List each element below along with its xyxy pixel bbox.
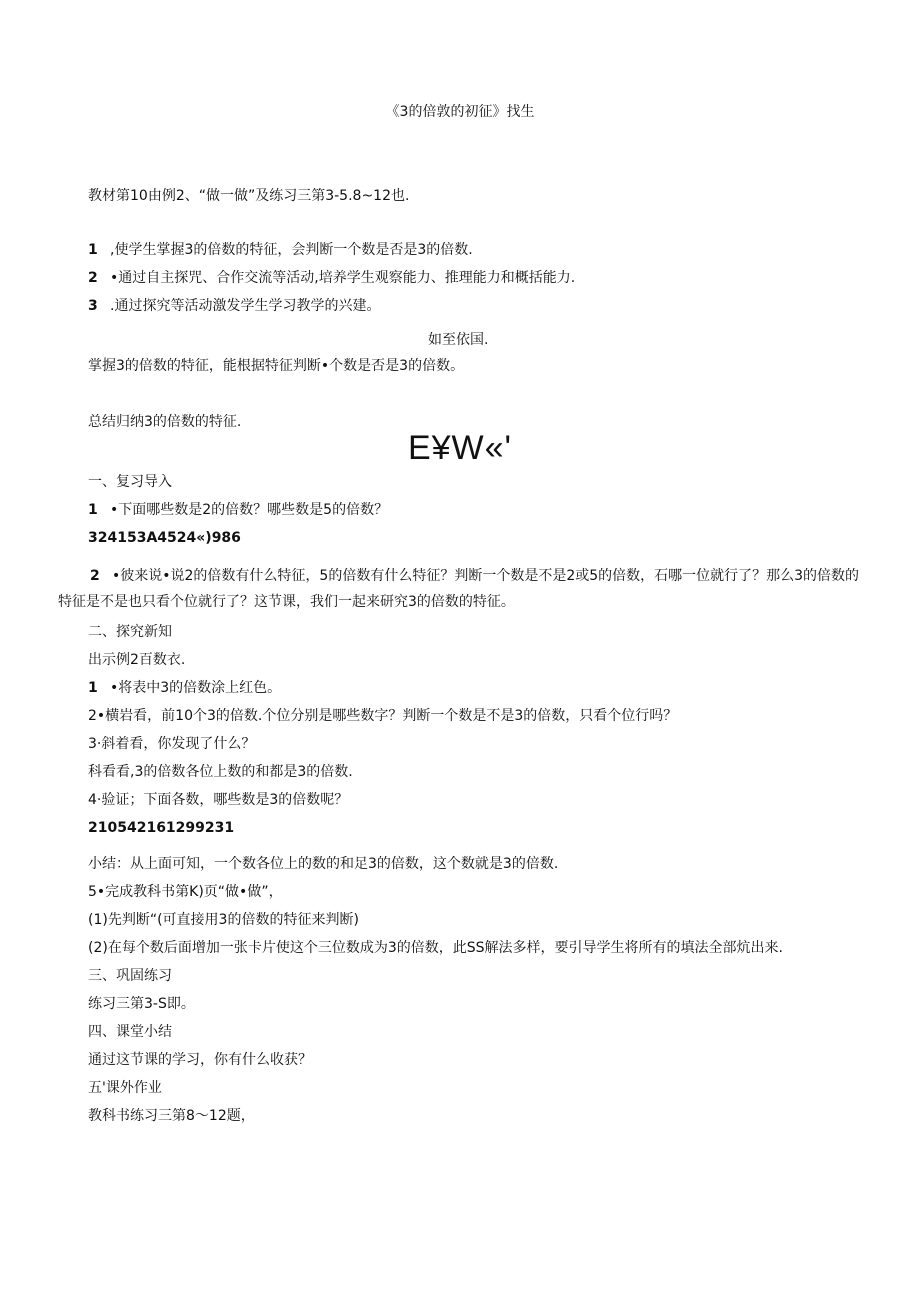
explore-intro: 出示例2百数衣. — [88, 652, 186, 668]
objective-3-number: 3 — [88, 298, 98, 314]
practice-text: 练习三第3-S即。 — [88, 996, 195, 1012]
review-numbers: 324153A4524«)986 — [88, 530, 241, 546]
key-points-heading: 如至依国. — [428, 332, 489, 348]
review-question-1-number: 1 — [88, 502, 98, 518]
objective-2 — [88, 268, 575, 288]
explore-step-1-number: 1 — [88, 680, 98, 696]
homework-text: 教科书练习三第8～12题， — [88, 1108, 255, 1124]
explore-step-3: 3·斜着看，你发现了什么？ — [88, 736, 256, 752]
explore-step-1-text: •将表中3的倍数涂上红色。 — [110, 680, 282, 696]
section-2-heading: 二、探究新知 — [88, 624, 172, 640]
explore-step-5: 5•完成教科书第K)页“做•做”， — [88, 884, 283, 900]
review-question-1 — [88, 500, 388, 520]
explore-step-4: 4·验证；下面各数，哪些数是3的倍数呢？ — [88, 792, 349, 808]
explore-step-3-answer: 科看看,3的倍数各位上数的和都是3的倍数. — [88, 764, 353, 780]
document-title: 《3的倍敦的初征》找生 — [385, 104, 535, 120]
explore-step-1 — [88, 678, 281, 698]
objective-1 — [88, 240, 473, 260]
objective-1-text: ,使学生掌握3的倍数的特征，会判断一个数是否是3的倍数. — [110, 242, 473, 258]
section-1-heading: 一、复习导入 — [88, 474, 172, 490]
objective-2-text: •通过自主探咒、合作交流等活动,培养学生观察能力、推理能力和概括能力. — [110, 270, 576, 286]
review-question-1-text: •下面哪些数是2的倍数？哪些数是5的倍数？ — [110, 502, 389, 518]
teaching-material: 教材第10由例2、“做一做”及练习三第3-5.8~12也. — [88, 188, 410, 204]
key-point-text: 掌握3的倍数的特征，能根据特征判断•个数是否是3的倍数。 — [88, 358, 465, 374]
section-5-heading: 五'课外作业 — [88, 1080, 162, 1096]
review-question-2 — [58, 563, 864, 615]
explore-step-5-b: (2)在每个数后面增加一张卡片使这个三位数成为3的倍数，此SS解法多样，要引导学生将所有的填法全部炕出来. — [88, 940, 783, 956]
section-3-heading: 三、巩固练习 — [88, 968, 172, 984]
objective-1-number: 1 — [88, 242, 98, 258]
objective-2-number: 2 — [88, 270, 98, 286]
lesson-summary-text: 通过这节课的学习，你有什么收获？ — [88, 1052, 312, 1068]
explore-summary: 小结：从上面可知，一个数各位上的数的和足3的倍数，这个数就是3的倍数. — [88, 856, 559, 872]
section-4-heading: 四、课堂小结 — [88, 1024, 172, 1040]
review-question-2-text: •彼来说•说2的倍数有什么特征，5的倍数有什么特征？判断一个数是不是2或5的倍数，石哪一位就行了？那么3的倍数的特征是不是也只看个位就行了？这节课，我们一起来研究3的倍数的特征。 — [58, 568, 860, 610]
explore-step-4-numbers: 210542161299231 — [88, 820, 235, 836]
objective-3-text: .通过探究等活动激发学生学习教学的兴建。 — [110, 298, 381, 314]
difficulty-text: 总结归纳3的倍数的特征. — [88, 414, 242, 430]
explore-step-2: 2•横岩看，前10个3的倍数.个位分别是哪些数字？判断一个数是不是3的倍数，只看个位行吗？ — [88, 708, 678, 724]
objective-3 — [88, 296, 380, 316]
explore-step-5-a: (1)先判断“(可直接用3的倍数的特征来判断) — [88, 912, 359, 928]
review-question-2-number: 2 — [90, 568, 100, 584]
process-heading: E¥W«' — [407, 429, 513, 467]
